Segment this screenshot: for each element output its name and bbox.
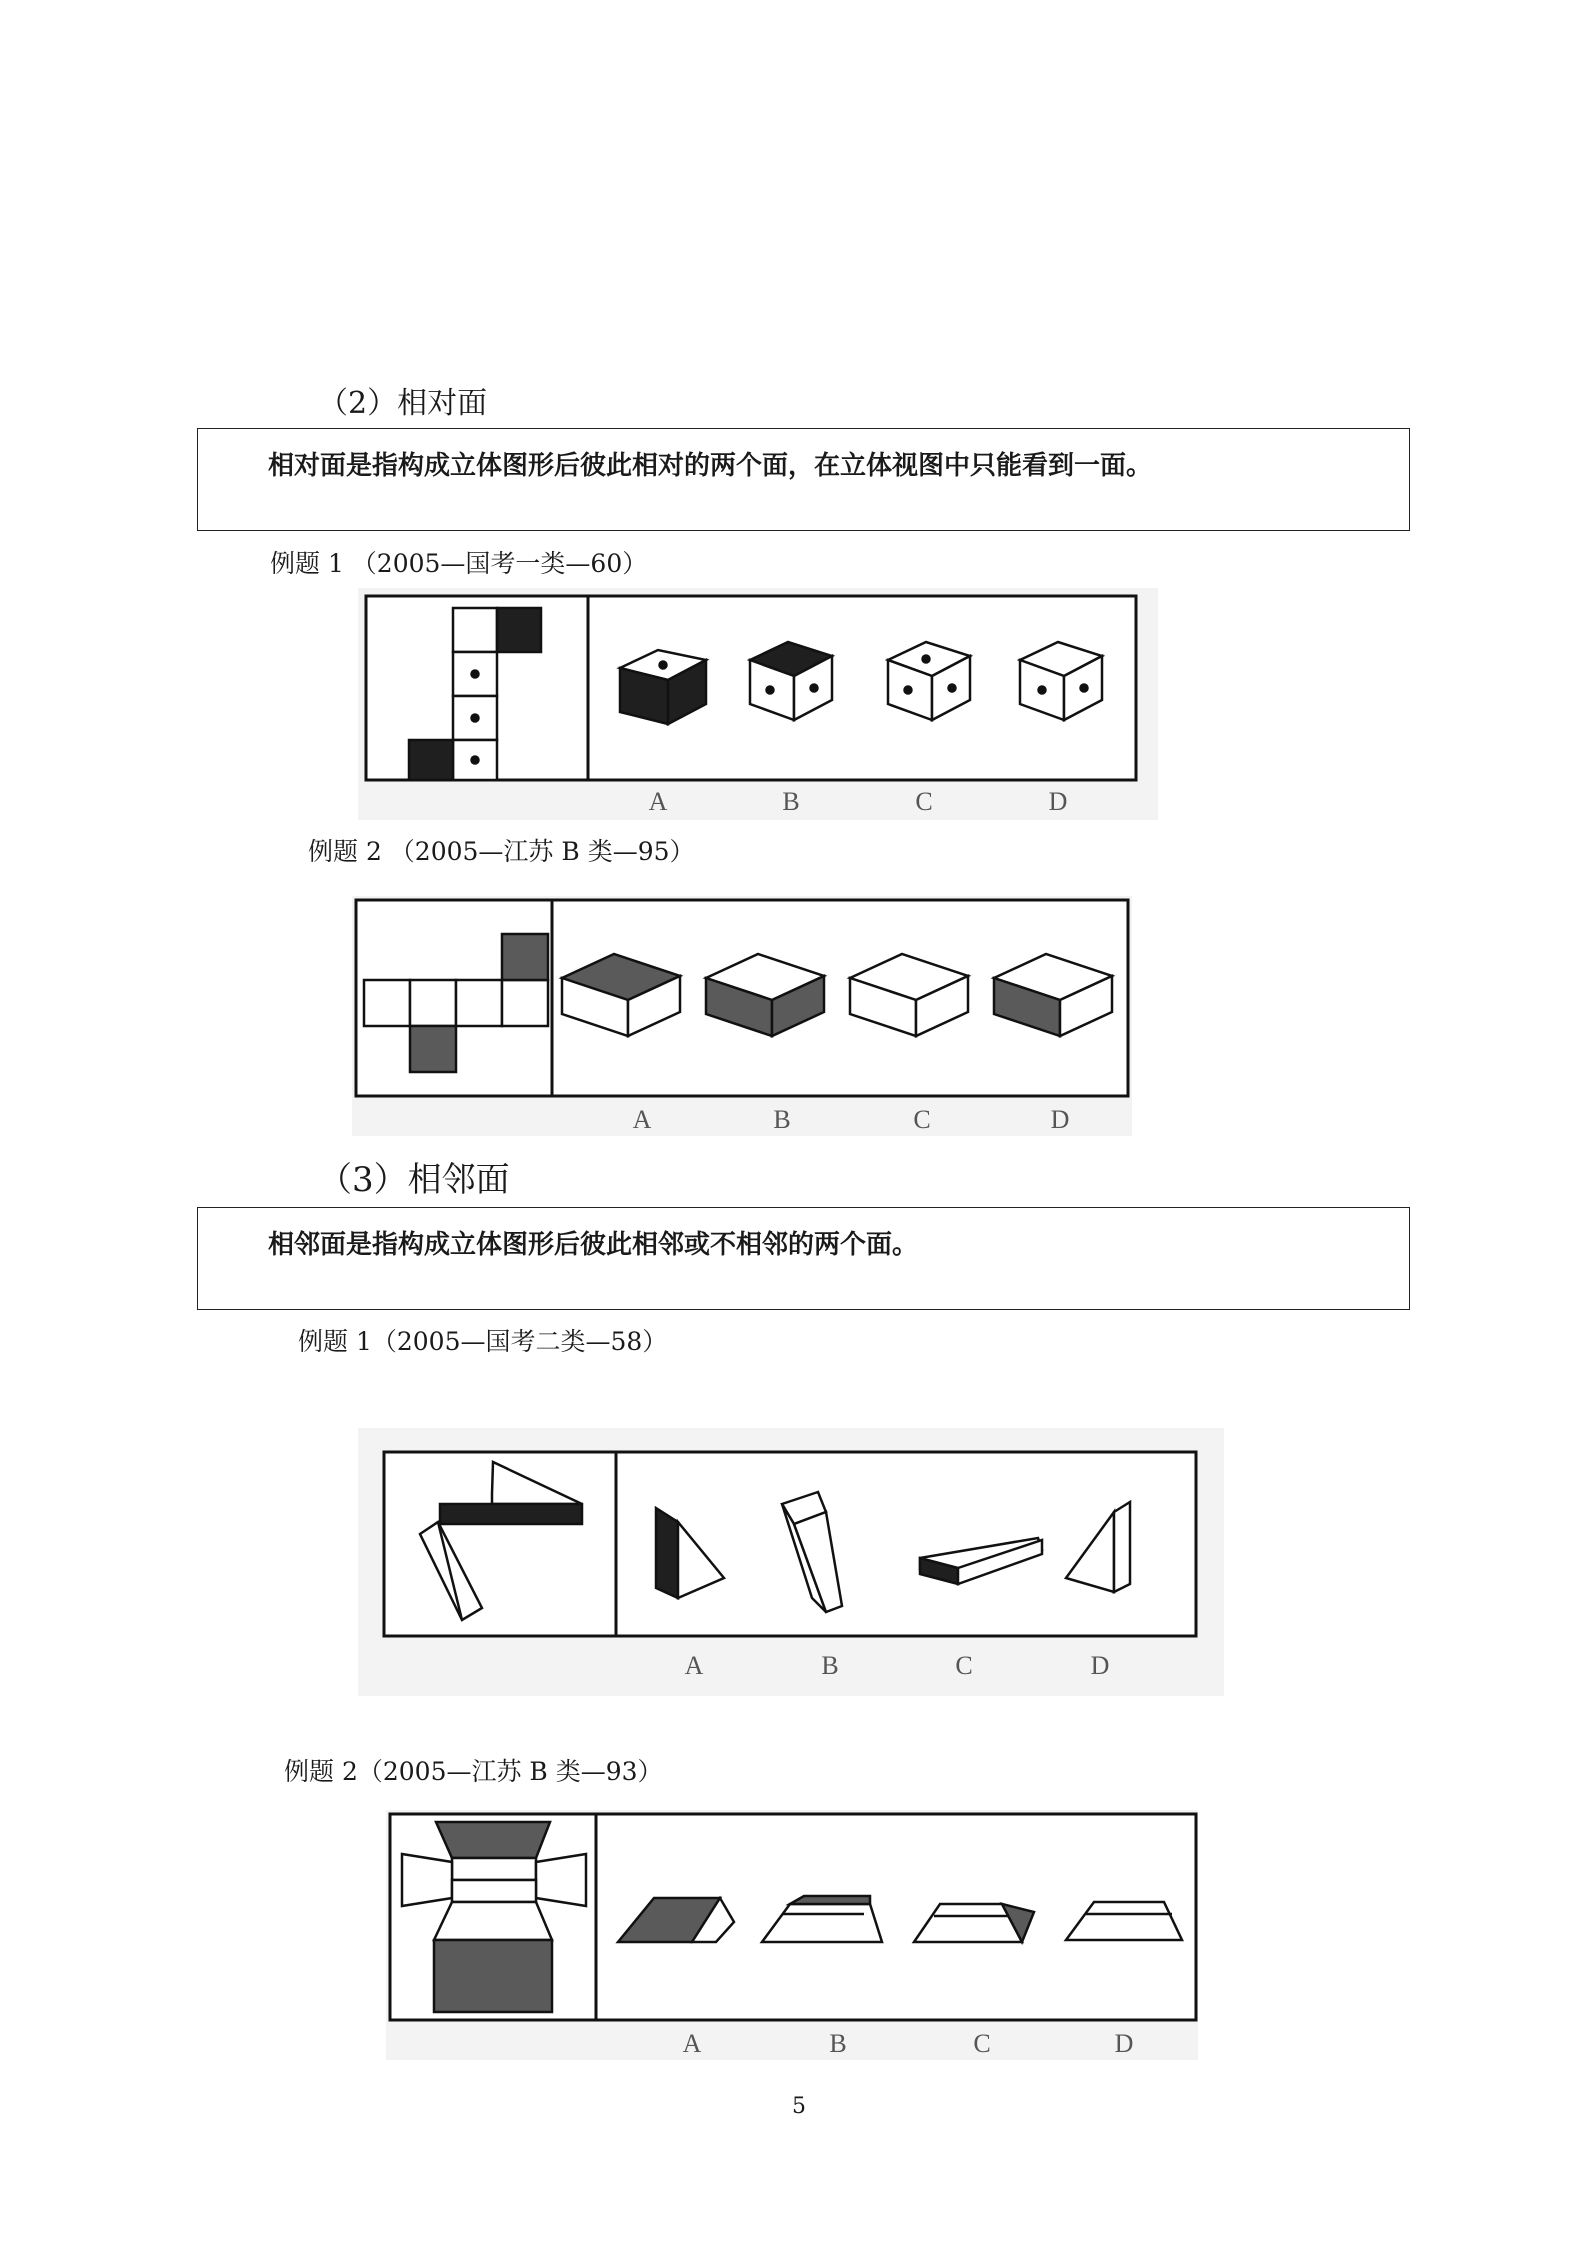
- page-number: 5: [792, 2094, 806, 2119]
- option-letter: D: [1114, 2029, 1134, 2058]
- option-letter: B: [829, 2029, 847, 2058]
- definition-box-opposite: [197, 428, 1410, 531]
- option-letter: A: [682, 2029, 702, 2058]
- option-letter: B: [821, 1651, 839, 1680]
- option-letter: A: [632, 1105, 652, 1134]
- example-label-adjacent-1: 例题 1（2005—国考二类—58）: [298, 1327, 668, 1356]
- section-heading-adjacent: （3）相邻面: [318, 1160, 510, 1200]
- definition-box-adjacent: [197, 1207, 1410, 1310]
- figure-opposite-example-1: [358, 588, 1158, 820]
- example-label-opposite-1: 例题 1 （2005—国考一类—60）: [270, 549, 648, 578]
- definition-text-adjacent: 相邻面是指构成立体图形后彼此相邻或不相邻的两个面。: [268, 1230, 919, 1260]
- option-letter: D: [1050, 1105, 1070, 1134]
- figure-adjacent-example-2: [386, 1810, 1198, 2060]
- option-letter: D: [1090, 1651, 1110, 1680]
- definition-text-opposite: 相对面是指构成立体图形后彼此相对的两个面，在立体视图中只能看到一面。: [268, 451, 1153, 481]
- option-letter: A: [684, 1651, 704, 1680]
- option-letter: C: [915, 787, 933, 816]
- option-letter: C: [955, 1651, 973, 1680]
- option-letter: B: [782, 787, 800, 816]
- option-letter: C: [913, 1105, 931, 1134]
- option-letter: A: [648, 787, 668, 816]
- option-letter: C: [973, 2029, 991, 2058]
- option-letter: B: [773, 1105, 791, 1134]
- section-heading-opposite: （2）相对面: [318, 386, 488, 421]
- figure-adjacent-example-1: [358, 1428, 1224, 1696]
- example-label-opposite-2: 例题 2 （2005—江苏 B 类—95）: [308, 837, 695, 866]
- option-letter: D: [1048, 787, 1068, 816]
- figure-opposite-example-2: [352, 896, 1132, 1136]
- example-label-adjacent-2: 例题 2（2005—江苏 B 类—93）: [284, 1757, 663, 1786]
